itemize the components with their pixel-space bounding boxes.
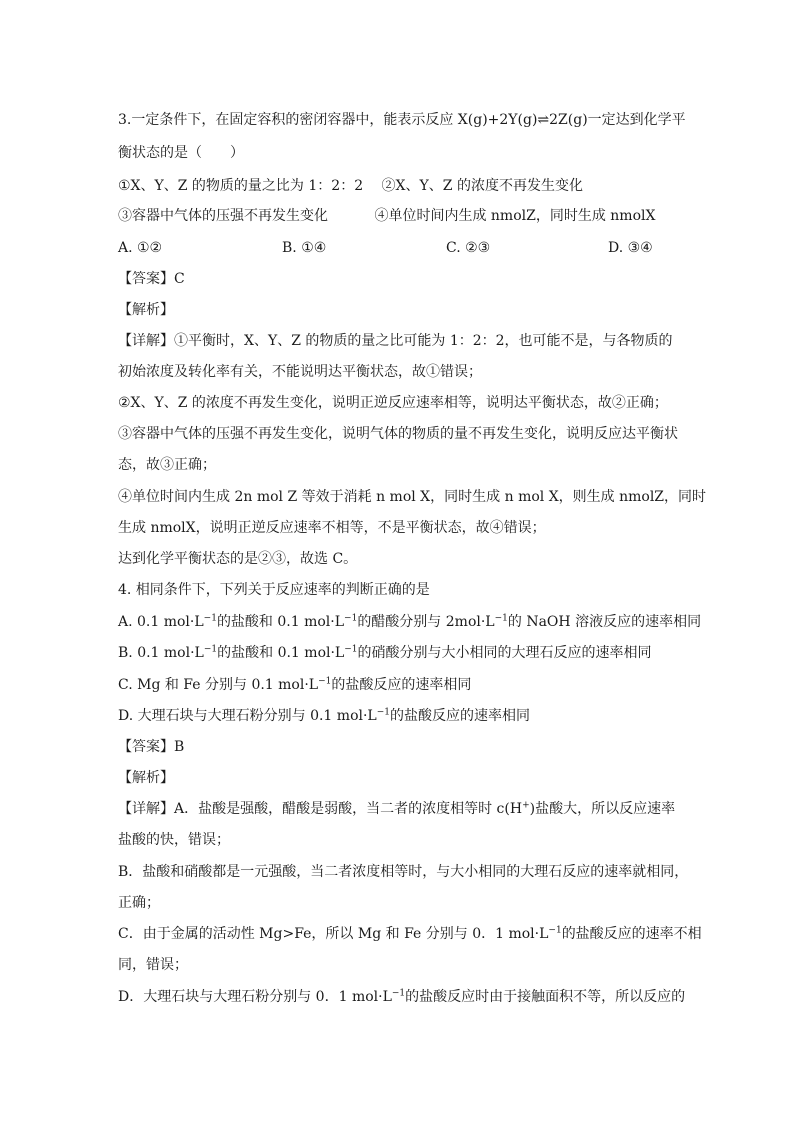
q3-statements-line2: ③容器中气体的压强不再发生变化 ④单位时间内生成 nmolZ，同时生成 nmolX [118, 208, 656, 224]
q4-detail-c-line2: 同，错误； [118, 957, 188, 973]
q3-choice-c: C. ②③ [446, 240, 491, 256]
q3-choice-a: A. ①② [118, 240, 163, 256]
q4-detail-a-line2: 盐酸的快，错误； [118, 832, 230, 848]
q4-detail-c-line1: C．由于金属的活动性 Mg>Fe，所以 Mg 和 Fe 分别与 0．1 $mol\cdot L^{-1}$的盐酸反应的速率不相 [118, 925, 702, 942]
q4-stem: 4. 相同条件下，下列关于反应速率的判断正确的是 [118, 582, 430, 598]
q3-detail-line: 态，故③正确； [118, 457, 216, 473]
q4-option-a: A. 0.1 $mol\cdot L^{-1}$的盐酸和 0.1 $mol\cdot L^{-1}$的醋酸分别与 $2mol\cdot L^{-1}$的 NaOH 溶液反应的速率相同 [118, 613, 702, 630]
q4-option-c: C. Mg 和 Fe 分别与 0.1 $mol\cdot L^{-1}$的盐酸反应的速率相同 [118, 676, 472, 693]
q3-answer: 【答案】C [118, 271, 185, 287]
q3-detail-line: 生成 nmolX，说明正逆反应速率不相等，不是平衡状态，故④错误； [118, 520, 546, 536]
q3-detail-line: 初始浓度及转化率有关，不能说明达平衡状态，故①错误； [118, 364, 482, 380]
q4-detail-b-line1: B．盐酸和硝酸都是一元强酸，当二者浓度相等时，与大小相同的大理石反应的速率就相同， [118, 864, 689, 880]
q3-statements-line1: ①X、Y、Z 的物质的量之比为 1：2：2 ②X、Y、Z 的浓度不再发生变化 [118, 178, 583, 194]
q3-detail-line: ③容器中气体的压强不再发生变化，说明气体的物质的量不再发生变化，说明反应达平衡状 [118, 426, 678, 442]
q4-option-b: B. 0.1 $mol\cdot L^{-1}$的盐酸和 0.1 $mol\cdot L^{-1}$的硝酸分别与大小相同的大理石反应的速率相同 [118, 644, 652, 661]
q4-detail-a-line1: 【详解】A．盐酸是强酸，醋酸是弱酸，当二者的浓度相等时 c(H+)盐酸大，所以反应速率 [118, 800, 676, 817]
q3-stem-line1: 3.一定条件下，在固定容积的密闭容器中，能表示反应 X(g)+2Y(g)⇌2Z(g)一定达到化学平 [118, 112, 686, 128]
q3-choice-d: D. ③④ [608, 240, 653, 256]
q3-choice-b: B. ①④ [282, 240, 327, 256]
q3-analysis-heading: 【解析】 [118, 302, 174, 318]
q4-detail-b-line2: 正确； [118, 895, 160, 911]
q4-option-d: D. 大理石块与大理石粉分别与 0.1 $mol\cdot L^{-1}$的盐酸反应的速率相同 [118, 707, 531, 724]
q3-detail-line: ②X、Y、Z 的浓度不再发生变化，说明正逆反应速率相等，说明达平衡状态，故②正确； [118, 395, 668, 411]
q3-detail-line: ④单位时间内生成 2n mol Z 等效于消耗 n mol X，同时生成 n mol X，则生成 nmolZ，同时 [118, 489, 707, 505]
q3-detail-line: 【详解】①平衡时，X、Y、Z 的物质的量之比可能为 1：2：2，也可能不是，与各物质的 [118, 333, 673, 349]
q4-analysis-heading: 【解析】 [118, 770, 174, 786]
q3-detail-line: 达到化学平衡状态的是②③，故选 C。 [118, 551, 358, 567]
q4-detail-d-line1: D．大理石块与大理石粉分别与 0．1 $mol\cdot L^{-1}$的盐酸反应时由于接触面积不等，所以反应的 [118, 988, 686, 1005]
q4-answer: 【答案】B [118, 739, 185, 755]
q3-stem-line2: 衡状态的是（ ） [118, 145, 244, 161]
